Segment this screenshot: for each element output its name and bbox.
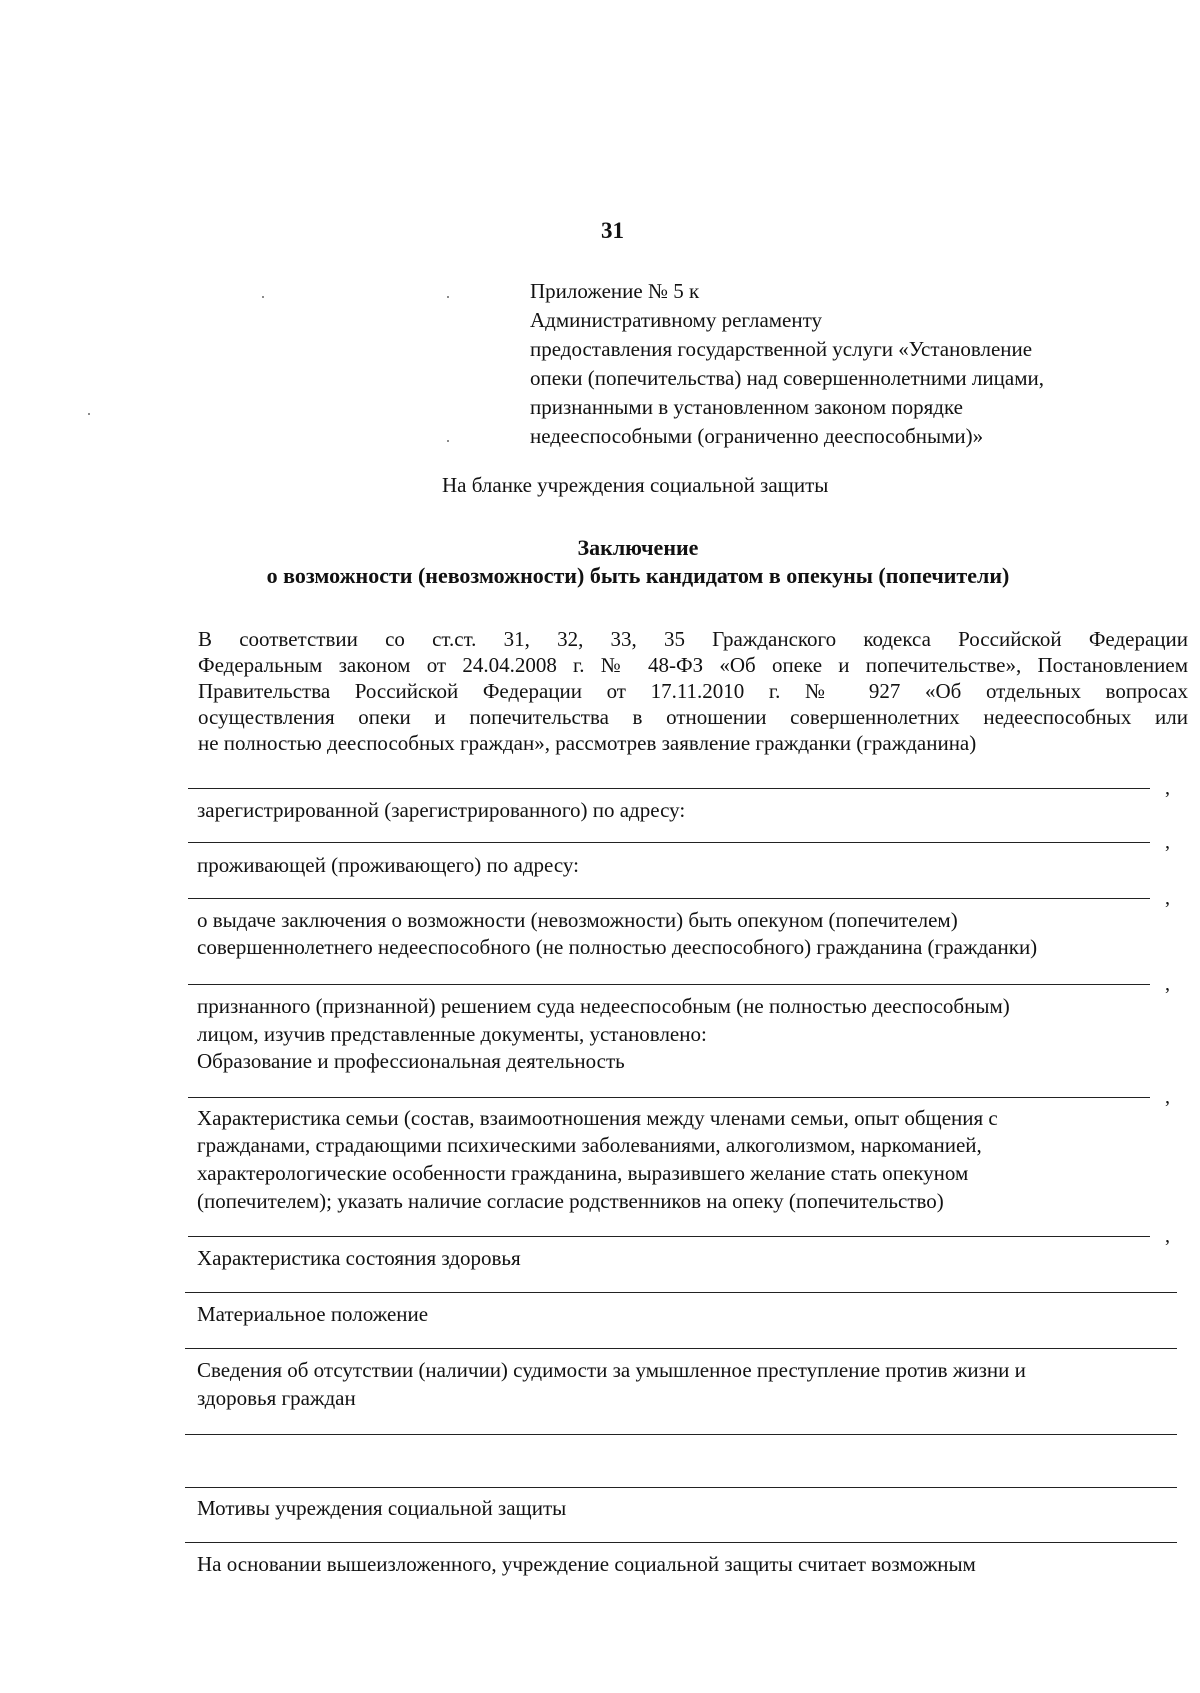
preamble-line: не полностью дееспособных граждан», рассмотрев заявление гражданки (гражданина): [198, 731, 977, 755]
appendix-line: Приложение № 5 к: [530, 279, 700, 303]
residence-address-field[interactable]: [188, 898, 1150, 899]
material-field[interactable]: [185, 1348, 1177, 1349]
comma: ,: [1165, 887, 1170, 909]
family-field[interactable]: [188, 1236, 1150, 1237]
preamble-line: осуществления опеки и попечительства в отношении совершеннолетних недееспособных или: [198, 705, 1188, 729]
appendix-line: признанными в установленном законом порядке: [530, 395, 963, 419]
comma: ,: [1165, 777, 1170, 799]
conclusion-text: На основании вышеизложенного, учреждение социальной защиты считает возможным: [197, 1552, 976, 1576]
appendix-line: опеки (попечительства) над совершеннолетними лицами,: [530, 366, 1044, 390]
recognized-text: признанного (признанной) решением суда недееспособным (не полностью дееспособным): [197, 994, 1010, 1018]
health-label: Характеристика состояния здоровья: [197, 1246, 521, 1270]
recognized-text: лицом, изучив представленные документы, установлено:: [197, 1022, 707, 1046]
appendix-line: Административному регламенту: [530, 308, 823, 332]
registered-address-field[interactable]: [188, 842, 1150, 843]
scan-speck: [447, 440, 449, 442]
family-label: характерологические особенности гражданина, выразившего желание стать опекуном: [197, 1161, 969, 1185]
document-subtitle: о возможности (невозможности) быть кандидатом в опекуны (попечители): [266, 563, 1010, 588]
letterhead-note: На бланке учреждения социальной защиты: [442, 473, 829, 497]
applicant-name-field[interactable]: [188, 788, 1150, 789]
preamble-line: Федеральным законом от 24.04.2008 г. № 48-ФЗ «Об опеке и попечительстве», Постановлением: [198, 653, 1188, 677]
comma: ,: [1165, 831, 1170, 853]
material-label: Материальное положение: [197, 1302, 429, 1326]
scan-speck: [447, 296, 449, 298]
motives-field[interactable]: [185, 1542, 1177, 1543]
criminal-record-label: здоровья граждан: [197, 1386, 356, 1410]
health-field[interactable]: [185, 1292, 1177, 1293]
family-label: гражданами, страдающими психическими заболеваниями, алкоголизмом, наркоманией,: [197, 1133, 982, 1157]
scan-speck: [88, 413, 90, 415]
criminal-record-label: Сведения об отсутствии (наличии) судимости за умышленное преступление против жизни и: [197, 1358, 1026, 1382]
education-label: Образование и профессиональная деятельность: [197, 1049, 625, 1073]
preamble: [198, 626, 1188, 756]
criminal-record-field[interactable]: [185, 1434, 1177, 1435]
comma: ,: [1165, 1086, 1170, 1108]
appendix-header: [530, 277, 1044, 451]
document-title: Заключение: [577, 535, 699, 560]
issue-request-text: совершеннолетнего недееспособного (не полностью дееспособного) гражданина (гражданки): [197, 935, 1038, 959]
appendix-line: недееспособными (ограниченно дееспособными)»: [530, 424, 984, 448]
criminal-record-field[interactable]: [185, 1487, 1177, 1488]
registered-address-label: зарегистрированной (зарегистрированного) по адресу:: [197, 798, 686, 822]
comma: ,: [1165, 1225, 1170, 1247]
ward-name-field[interactable]: [188, 984, 1150, 985]
preamble-line: В соответствии со ст.ст. 31, 32, 33, 35 Гражданского кодекса Российской Федерации: [198, 627, 1188, 651]
scan-speck: [262, 296, 264, 298]
issue-request-text: о выдаче заключения о возможности (невозможности) быть опекуном (попечителем): [197, 908, 958, 932]
family-label: (попечителем); указать наличие согласие родственников на опеку (попечительство): [197, 1189, 944, 1213]
appendix-line: предоставления государственной услуги «Установление: [530, 337, 1033, 361]
comma: ,: [1165, 973, 1170, 995]
motives-label: Мотивы учреждения социальной защиты: [197, 1496, 567, 1520]
education-field[interactable]: [188, 1097, 1150, 1098]
family-label: Характеристика семьи (состав, взаимоотношения между членами семьи, опыт общения с: [197, 1106, 998, 1130]
page-number: 31: [601, 218, 624, 243]
residence-address-label: проживающей (проживающего) по адресу:: [197, 853, 579, 877]
preamble-line: Правительства Российской Федерации от 17.11.2010 г. № 927 «Об отдельных вопросах: [198, 679, 1188, 703]
